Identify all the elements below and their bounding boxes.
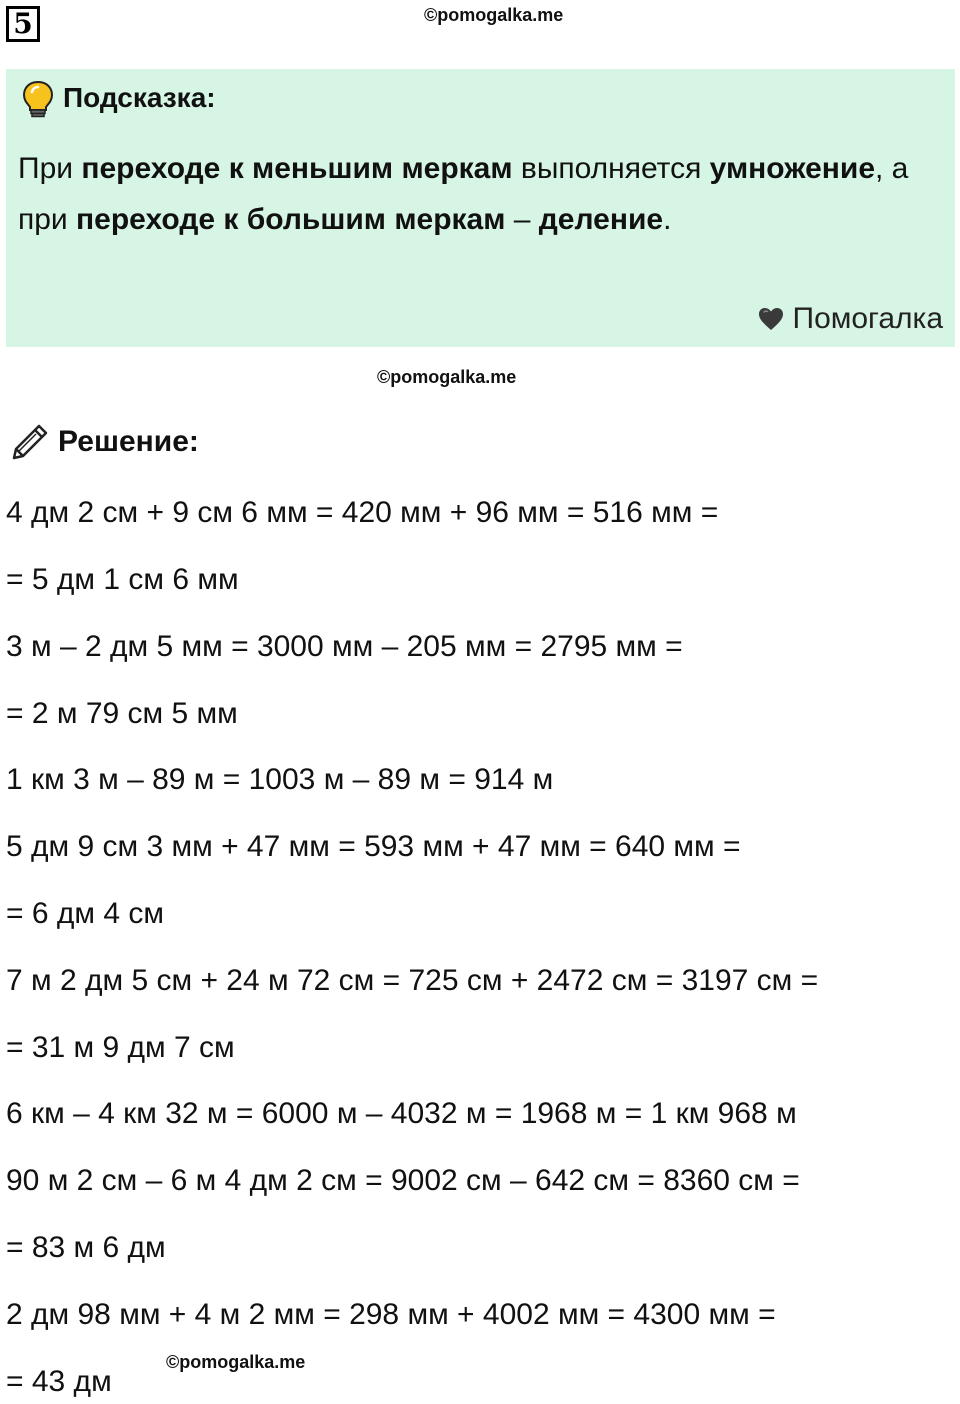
hint-text-bold: переходе к большим меркам [76,203,506,236]
hint-text-run: – [505,203,539,236]
hint-text-bold: деление [538,203,664,236]
solution-line: 6 км – 4 км 32 м = 6000 м – 4032 м = 1968 м = 1 км 968 м [6,1097,797,1130]
watermark-top: ©pomogalka.me [424,5,564,25]
solution-line: = 5 дм 1 см 6 мм [6,563,239,596]
solution-line: 3 м – 2 дм 5 мм = 3000 мм – 205 мм = 2795 мм = [6,630,683,663]
solution-line: = 2 м 79 см 5 мм [6,697,238,730]
hint-text-run: выполняется [512,152,710,185]
hint-signature [757,301,944,337]
hint-text [18,143,938,245]
solution-line: 5 дм 9 см 3 мм + 47 мм = 593 мм + 47 мм = 640 мм = [6,830,741,863]
hint-text-run: При [18,152,82,185]
pencil-icon [8,420,52,464]
solution-line: 4 дм 2 см + 9 см 6 мм = 420 мм + 96 мм = 516 мм = [6,496,719,529]
solution-line: = 43 дм [6,1365,112,1398]
watermark-bottom: ©pomogalka.me [166,1352,306,1372]
solution-title: Решение: [58,425,199,458]
lightbulb-icon [18,79,58,119]
task-number-badge: 5 [6,6,40,42]
hint-text-run: . [663,203,672,236]
hint-text-run: , а при [18,152,909,236]
solution-line: 90 м 2 см – 6 м 4 дм 2 см = 9002 см – 642 см = 8360 см = [6,1164,800,1197]
watermark-middle: ©pomogalka.me [377,367,517,387]
solution-line: = 6 дм 4 см [6,897,164,930]
signature-text: Помогалка [792,302,943,335]
hint-text-bold: переходе к меньшим меркам [81,152,513,185]
hint-title: Подсказка: [63,82,216,113]
solution-line: = 83 м 6 дм [6,1231,166,1264]
solution-line: = 31 м 9 дм 7 см [6,1031,235,1064]
solution-line: 2 дм 98 мм + 4 м 2 мм = 298 мм + 4002 мм = 4300 мм = [6,1298,776,1331]
solution-line: 7 м 2 дм 5 см + 24 м 72 см = 725 см + 2472 см = 3197 см = [6,964,819,997]
solution-header [8,420,199,464]
solution-line: 1 км 3 м – 89 м = 1003 м – 89 м = 914 м [6,763,554,796]
hint-box [6,69,955,347]
heart-icon [757,306,785,332]
hint-text-bold: умножение [709,152,876,185]
